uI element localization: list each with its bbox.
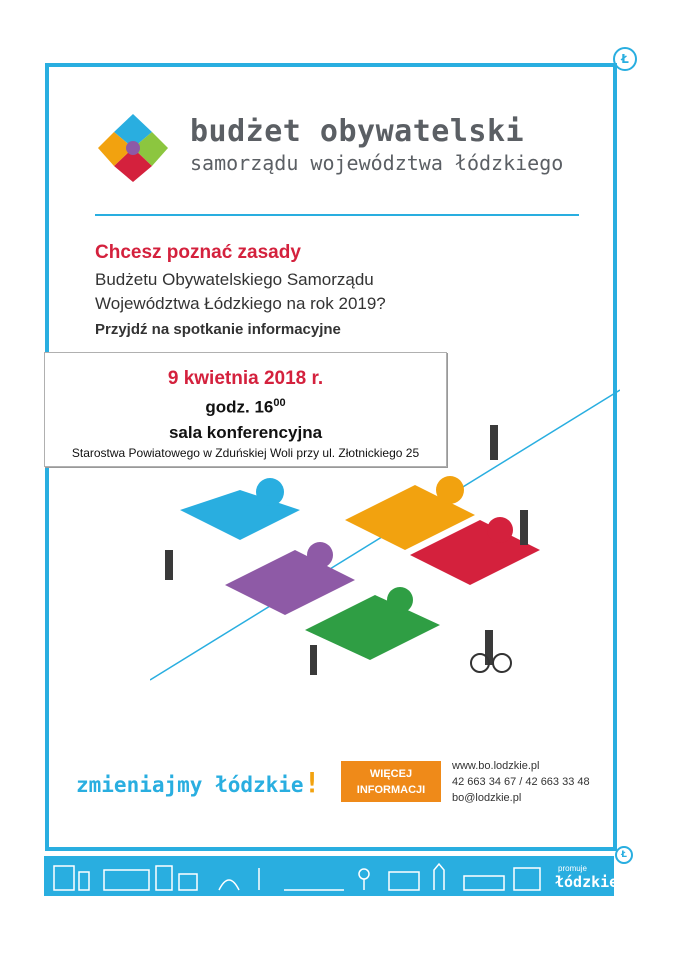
puzzle-logo-icon (96, 112, 170, 184)
slogan-text: zmieniajmy łódzkie (76, 773, 304, 797)
event-place: Starostwa Powiatowego w Zduńskiej Woli przy ul. Złotnickiego 25 (71, 446, 420, 460)
puzzle-piece-purple (225, 542, 355, 615)
event-time (45, 397, 446, 418)
slogan (76, 766, 320, 799)
intro-cta: Przyjdź na spotkanie informacyjne (95, 321, 341, 338)
more-info-badge (341, 761, 441, 802)
event-time-hour: godz. 16 (205, 397, 274, 417)
website-link[interactable]: www.bo.lodzkie.pl (452, 760, 540, 772)
divider (95, 214, 579, 216)
logo-title: budżet obywatelski (190, 114, 525, 149)
promo-label-big: łódzkie (555, 873, 619, 891)
event-time-minutes: 00 (273, 397, 286, 409)
event-room: sala konferencyjna (168, 423, 323, 442)
phone-numbers: 42 663 34 67 / 42 663 33 48 (452, 776, 590, 788)
puzzle-piece-blue (180, 478, 300, 540)
skyline-banner (44, 856, 614, 896)
puzzle-piece-green (305, 587, 440, 660)
slogan-mark: ! (303, 766, 321, 799)
region-badge: Ł (613, 47, 637, 71)
more-info-line-2: INFORMACJI (356, 784, 426, 796)
event-details-box (44, 352, 447, 467)
intro-line-1: Budżetu Obywatelskiego Samorządu (95, 270, 374, 289)
more-info-line-1: WIĘCEJ (369, 768, 413, 780)
event-date: 9 kwietnia 2018 r. (167, 368, 324, 389)
intro-line-2: Województwa Łódzkiego na rok 2019? (95, 294, 386, 313)
email-link[interactable]: bo@lodzkie.pl (452, 792, 522, 804)
promo-label-small: promuje (558, 864, 587, 873)
intro-heading: Chcesz poznać zasady (95, 242, 301, 263)
region-badge-small: Ł (615, 846, 633, 864)
logo-subtitle: samorządu województwa łódzkiego (190, 151, 564, 175)
skyline-icon (44, 856, 549, 896)
